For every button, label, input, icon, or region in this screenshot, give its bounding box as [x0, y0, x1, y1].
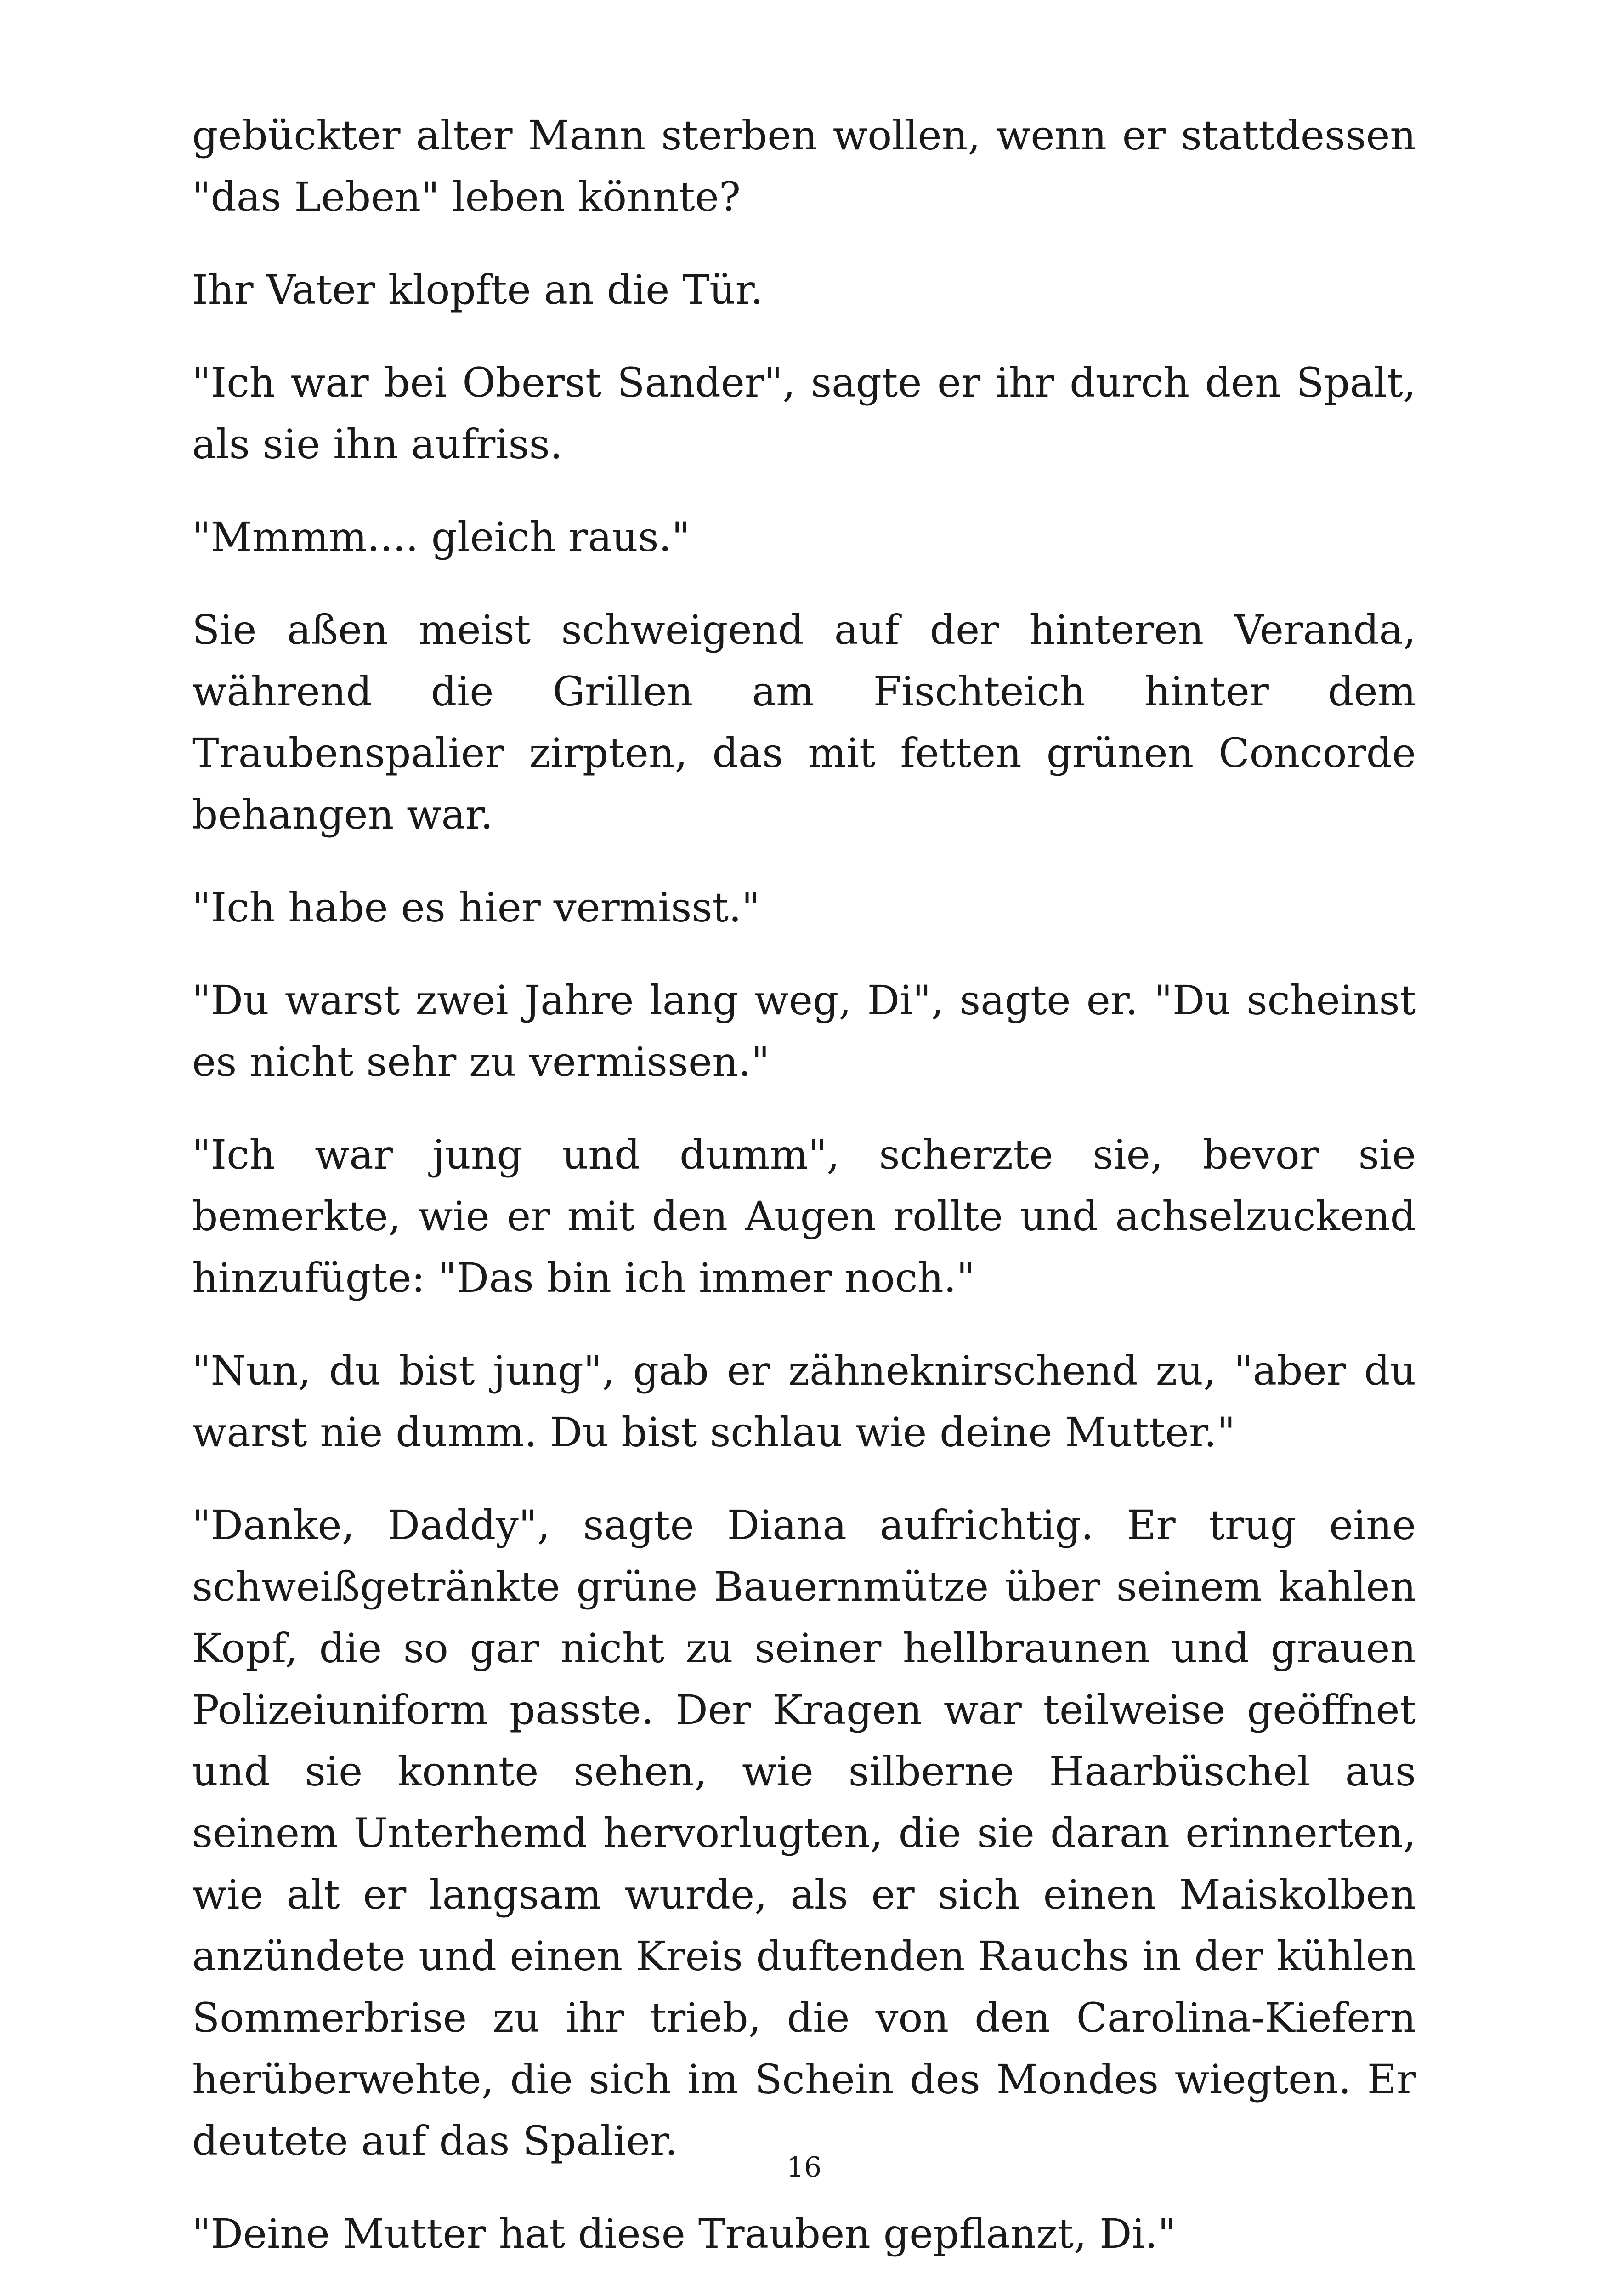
paragraph: "Ich war jung und dumm", scherzte sie, bevor sie bemerkte, wie er mit den Augen rollte und achselzuckend hinzufügte: "Das bin ich immer noch." — [192, 1131, 1416, 1301]
body-text — [192, 105, 1416, 2296]
page-number: 16 — [786, 2151, 822, 2183]
paragraph: "Mmmm.... gleich raus." — [192, 513, 691, 561]
paragraph: Ihr Vater klopfte an die Tür. — [192, 266, 764, 313]
paragraph: Sie aßen meist schweigend auf der hinteren Veranda, während die Grillen am Fischteich hinter dem Traubenspalier zirpten, das mit fetten grünen Concorde behangen war. — [192, 606, 1416, 838]
paragraph: "Ich war bei Oberst Sander", sagte er ihr durch den Spalt, als sie ihn aufriss. — [192, 359, 1416, 468]
paragraph: "Du warst zwei Jahre lang weg, Di", sagte er. "Du scheinst es nicht sehr zu vermissen." — [192, 977, 1416, 1085]
paragraph: gebückter alter Mann sterben wollen, wenn er stattdessen "das Leben" leben könnte? — [192, 112, 1416, 221]
paragraph: "Nun, du bist jung", gab er zähneknirschend zu, "aber du warst nie dumm. Du bist schlau wie deine Mutter." — [192, 1347, 1416, 1456]
paragraph: "Danke, Daddy", sagte Diana aufrichtig. Er trug eine schweißgetränkte grüne Bauernmütze über seinem kahlen Kopf, die so gar nicht zu seiner hellbraunen und grauen Polizeiuniform passte. Der Kragen war teilweise geöffnet und sie konnte sehen, wie silberne Haarbüschel aus seinem Unterhemd hervorlugten, die sie daran erinnerten, wie alt er langsam wurde, als er sich einen Maiskolben anzündete und einen Kreis duftenden Rauchs in der kühlen Sommerbrise zu ihr trieb, die von den Carolina-Kiefern herüberwehte, die sich im Schein des Mondes wiegten. Er deutete auf das Spalier. — [192, 1501, 1416, 2165]
paragraph: "Deine Mutter hat diese Trauben gepflanzt, Di." — [192, 2210, 1177, 2257]
paragraph: "Ich habe es hier vermisst." — [192, 884, 760, 931]
